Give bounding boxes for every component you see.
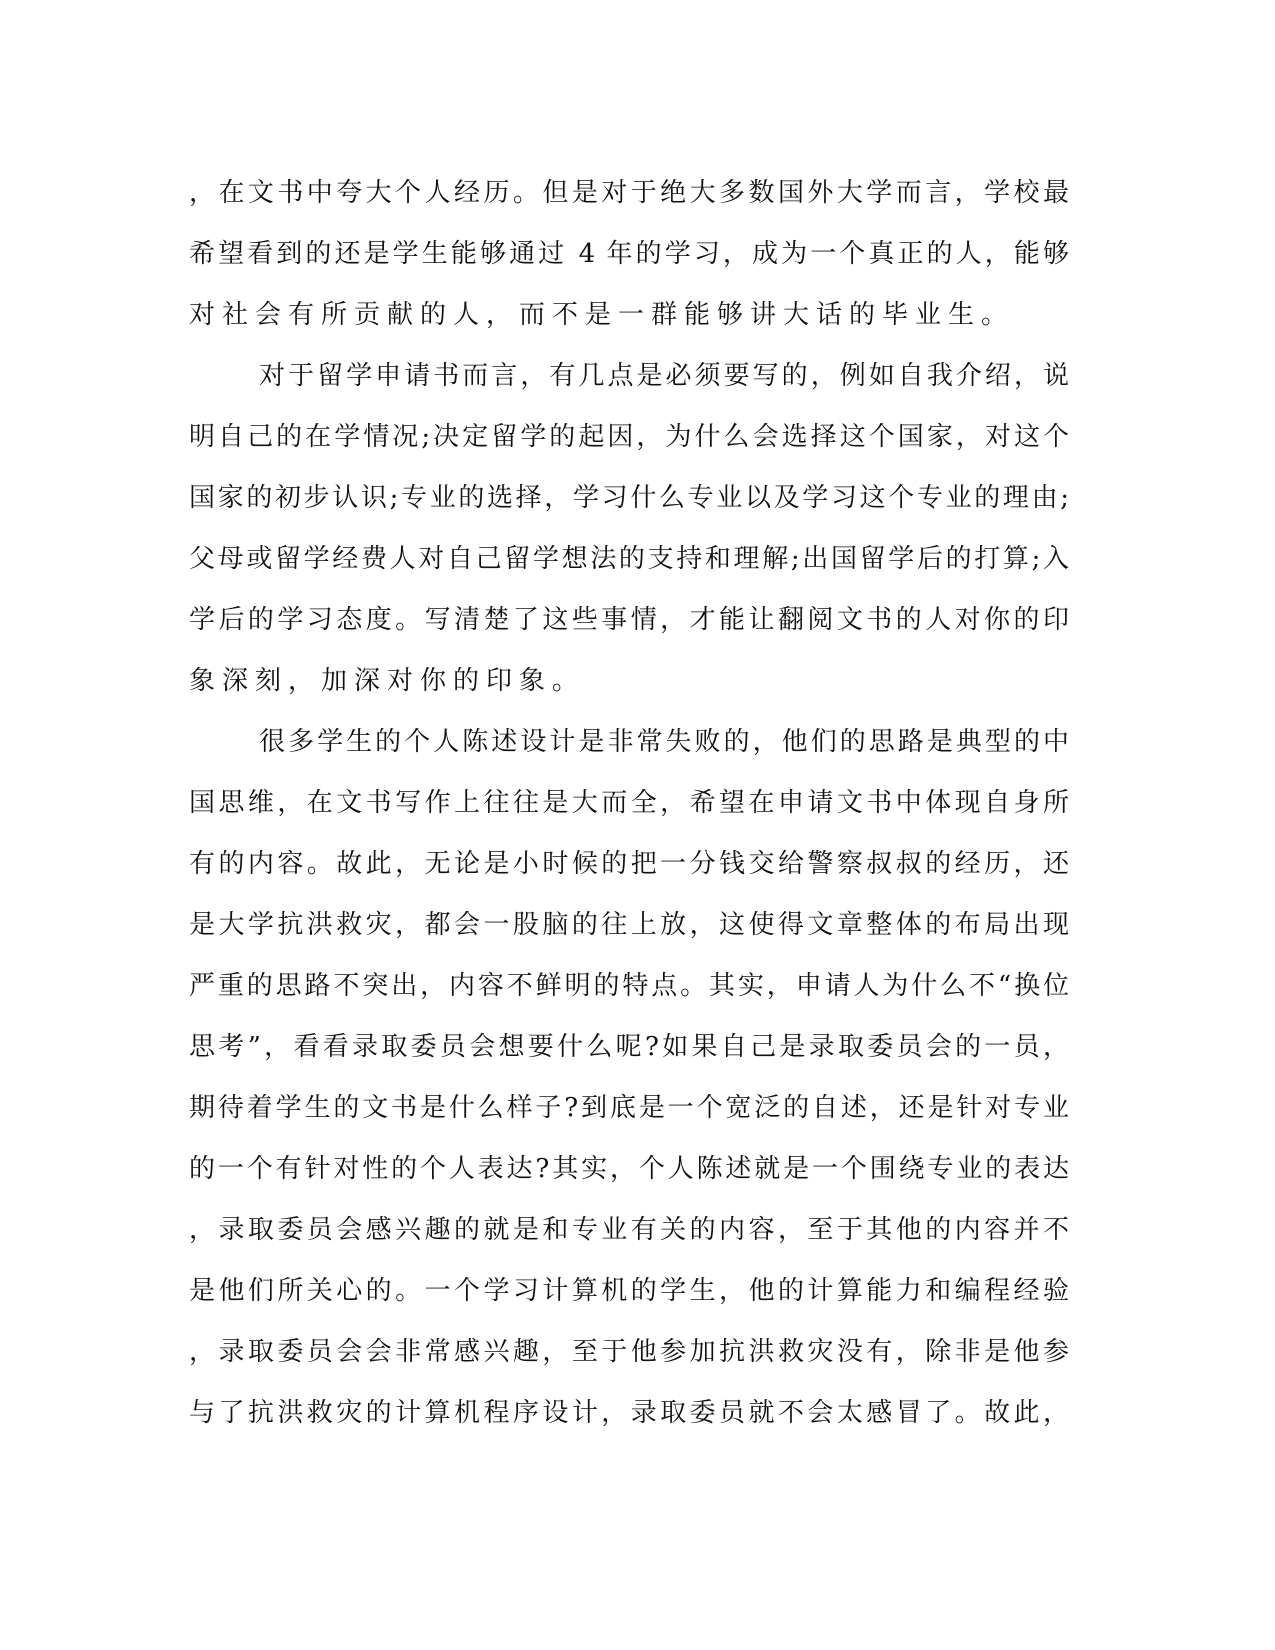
text-line: 是大学抗洪救灾，都会一股脑的往上放，这使得文章整体的布局出现 — [189, 910, 1069, 940]
text-line: 对社会有所贡献的人，而不是一群能够讲大话的毕业生。 — [189, 300, 1015, 330]
text-line: ，在文书中夸大个人经历。但是对于绝大多数国外大学而言，学校最 — [189, 178, 1069, 208]
text-line: 很多学生的个人陈述设计是非常失败的，他们的思路是典型的中 — [259, 727, 1069, 757]
body-text — [189, 163, 1069, 1444]
text-line: 的一个有针对性的个人表达?其实，个人陈述就是一个围绕专业的表达 — [189, 1154, 1069, 1184]
text-line: 国家的初步认识;专业的选择，学习什么专业以及学习这个专业的理由; — [189, 483, 1069, 513]
text-line: 父母或留学经费人对自己留学想法的支持和理解;出国留学后的打算;入 — [189, 544, 1069, 574]
text-line: 学后的学习态度。写清楚了这些事情，才能让翻阅文书的人对你的印 — [189, 605, 1069, 635]
text-line: 明自己的在学情况;决定留学的起因，为什么会选择这个国家，对这个 — [189, 422, 1069, 452]
text-line: 思考”，看看录取委员会想要什么呢?如果自己是录取委员会的一员， — [189, 1032, 1069, 1062]
text-line: 希望看到的还是学生能够通过 4 年的学习，成为一个真正的人，能够 — [189, 239, 1069, 269]
paragraph-3 — [189, 712, 1069, 1444]
text-line: ，录取委员会会非常感兴趣，至于他参加抗洪救灾没有，除非是他参 — [189, 1337, 1069, 1367]
text-line: 有的内容。故此，无论是小时候的把一分钱交给警察叔叔的经历，还 — [189, 849, 1069, 879]
text-line: 期待着学生的文书是什么样子?到底是一个宽泛的自述，还是针对专业 — [189, 1093, 1069, 1123]
text-line: 严重的思路不突出，内容不鲜明的特点。其实，申请人为什么不“换位 — [189, 971, 1069, 1001]
text-line: 国思维，在文书写作上往往是大而全，希望在申请文书中体现自身所 — [189, 788, 1069, 818]
text-line: 是他们所关心的。一个学习计算机的学生，他的计算能力和编程经验 — [189, 1276, 1069, 1306]
paragraph-2 — [189, 346, 1069, 712]
text-line: 象深刻，加深对你的印象。 — [189, 666, 586, 696]
text-line: 与了抗洪救灾的计算机程序设计，录取委员就不会太感冒了。故此， — [189, 1398, 1069, 1428]
text-line: ，录取委员会感兴趣的就是和专业有关的内容，至于其他的内容并不 — [189, 1215, 1069, 1245]
paragraph-1 — [189, 163, 1069, 346]
text-line: 对于留学申请书而言，有几点是必须要写的，例如自我介绍，说 — [259, 361, 1069, 391]
